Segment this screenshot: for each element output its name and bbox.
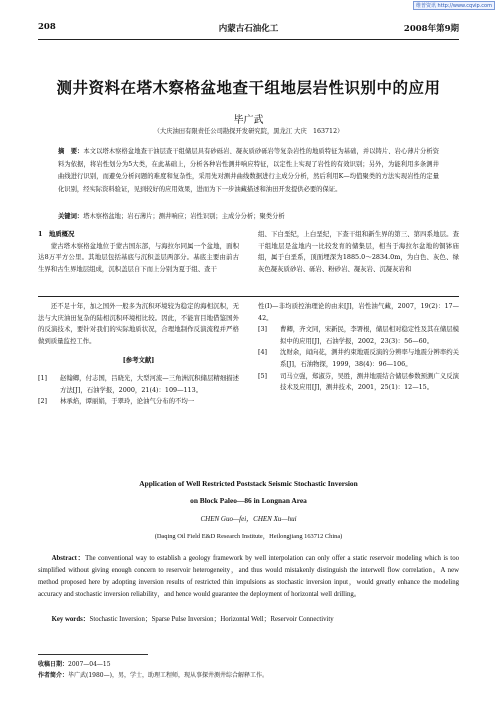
column-break-rule [38, 296, 459, 297]
reference-number: [5] [258, 371, 268, 380]
english-title-line-2: on Block Paleo—86 in Longnan Area [190, 496, 307, 505]
english-abstract-label: Abstract： [51, 555, 86, 562]
received-date: 2007—04—15 [68, 661, 111, 668]
issue-label: 2008年第9期 [403, 24, 459, 34]
reference-continuation [258, 301, 459, 324]
references-title: [参考文献] [122, 356, 155, 365]
lower-left-column [38, 301, 239, 408]
reference-item [258, 371, 459, 394]
watermark-badge[interactable]: 维普资讯 http://www.cqvip.com [413, 1, 495, 10]
footnote-received [38, 659, 459, 668]
english-abstract [38, 553, 459, 601]
running-header [38, 22, 459, 36]
keywords [58, 211, 439, 220]
lower-right-column [258, 301, 459, 394]
footnote-rule [38, 654, 148, 655]
english-keywords-label: Key words： [51, 616, 90, 623]
author-bio-text: 毕广武(1980—)，男，学士，助理工程师，现从事探井测井综合解释工作。 [68, 672, 268, 679]
body-paragraph: 组、下白垩纪，上白垩纪，下查干组和新生界的第三、第四系地层。查干组地层是盆地内一比较发育的储集层，相当于海拉尔盆地的铜钵庙组，属于白垩系，顶面埋深为1885.0～2834.0m，为白色、灰色、绿灰色凝灰质砂岩、砾岩、粉砂岩、凝灰岩、沉凝灰岩和 [258, 230, 459, 273]
reference-number: [3] [258, 325, 268, 334]
reference-number: [2] [38, 397, 48, 406]
reference-item [258, 324, 459, 347]
keywords-label: 关键词： [58, 213, 84, 220]
abstract-label: 摘 要： [58, 148, 84, 155]
reference-text: 司马立强，郑淑芬，吴胜，测井地震结合储层参数预测广义反演技术及应用[J]，测井技术，2001，25(1)：12—15。 [280, 371, 459, 392]
journal-name: 内蒙古石油化工 [218, 24, 279, 34]
reference-number: [1] [38, 373, 48, 382]
abstract [58, 146, 439, 196]
article-title: 测井资料在塔木察格盆地查干组地层岩性识别中的应用 [56, 78, 441, 97]
reference-text: 沈财余，闻向花，测井约束地震反演的分辨率与地震分辨率约关系[J]，石油物探，1999，38(4)：96—106。 [280, 348, 459, 368]
body-right-column [258, 229, 459, 275]
keywords-text: 塔木察格盆地；岩石薄片；测井响应；岩性识别；主成分分析；聚类分析 [83, 213, 285, 220]
footnote-author-bio [38, 670, 459, 679]
reference-number: [4] [258, 348, 268, 357]
reference-item [38, 373, 239, 396]
body-paragraph: 还不足十年，加之国外一般多为沉积环境较为稳定的海相沉积，无法与大庆油田复杂的陆相沉积环境相比较。因此，不能盲目地借鉴国外的反演技术，要针对我们的实际地质状况，合理地制作反演流程并严格做到质量监控工作。 [38, 302, 239, 345]
reference-text: 曹卿，齐文同，宋新民，李署根，储层相对稳定性及其在储层模拟中的应用[J]，石油学报，2002，23(3)：56—60。 [280, 325, 459, 345]
english-abstract-text: The conventional way to establish a geology framework by well interpolation can only offer a static reservoir modeling which is too simplified without giving enough concern to reservoir heterogeneity，and thus would mistakenly distinguish the interwell flow correlation。A new method proposed here by adopting inversion results of restricted thin impulsions as stochastic inversion input，would greatly enhance the modeling accuracy and stochastic inversion reliability，and hence would guarantee the deployment of horizontal well drilling。 [38, 555, 459, 598]
received-label: 收稿日期： [38, 661, 69, 668]
reference-text: 性(I)—非均质控油理论的由来[J]，岩性油气藏，2007，19(2)：17—42。 [258, 302, 459, 322]
body-paragraph: 蒙古塔木察格盆地位于蒙古国东部，与海拉尔同属一个盆地，面积达8万平方公里。其地层包括基底与沉积盖层两部分。基底主要由前古生界和古生界地层组成，沉积盖层自下而上分别为夏于组、查干 [38, 241, 239, 273]
english-keywords-text: Stochastic Inversion；Sparse Pulse Inversion；Horizontal Well；Reservoir Connectivity [89, 616, 334, 623]
body-left-column [38, 229, 239, 275]
english-keywords [38, 613, 459, 623]
abstract-text: 本文以塔木察格盆地查干油层查干组储层具有砂砾岩、凝灰质砂砾岩等复杂岩性的地质特征为基础，并以铸片、岩心薄片分析资料为依据，将岩性划分为5大类，在此基础上，分析各种岩性测井响应特征，以定性上实现了岩性的有效识别；另外，为能利用多条测井曲线进行识别，而避免分析问题的难度和复杂性，采用先对测井曲线数据进行主成分分析，然后利用K—均值聚类的方法实现岩性的定量化识别，经实际资料验证，见到较好的应用效果，进而为下一步油藏描述和油田开发提供必要的保证。 [58, 148, 440, 193]
author-bio-label: 作者简介： [38, 672, 69, 679]
reference-item [258, 347, 459, 370]
reference-text: 林承焰，谭丽娟，于翠玲，论油气分布的不均一 [60, 397, 195, 406]
author-name: 毕广武 [233, 115, 264, 126]
english-affiliation: (Daqing Oil Field E&D Research Institute，Heilongjiang 163712 China) [154, 533, 343, 540]
english-authors: CHEN Guo—fei，CHEN Xu—hui [200, 515, 297, 523]
english-title-line-1: Application of Well Restricted Poststack Seismic Stochastic Inversion [139, 479, 358, 488]
reference-text: 赵翰卿，付志国，吕晓光，大型河流—三角洲沉积储层精细描述方法[J]，石油学报，2000，21(4)：109—113。 [60, 373, 239, 394]
section-1-title: 1 地质概况 [38, 230, 75, 238]
reference-item [38, 396, 239, 408]
header-rule [38, 39, 459, 40]
author-affiliation: （大庆油田有限责任公司勘探开发研究院，黑龙江 大庆 163712） [153, 128, 344, 135]
page-number: 208 [38, 22, 56, 32]
